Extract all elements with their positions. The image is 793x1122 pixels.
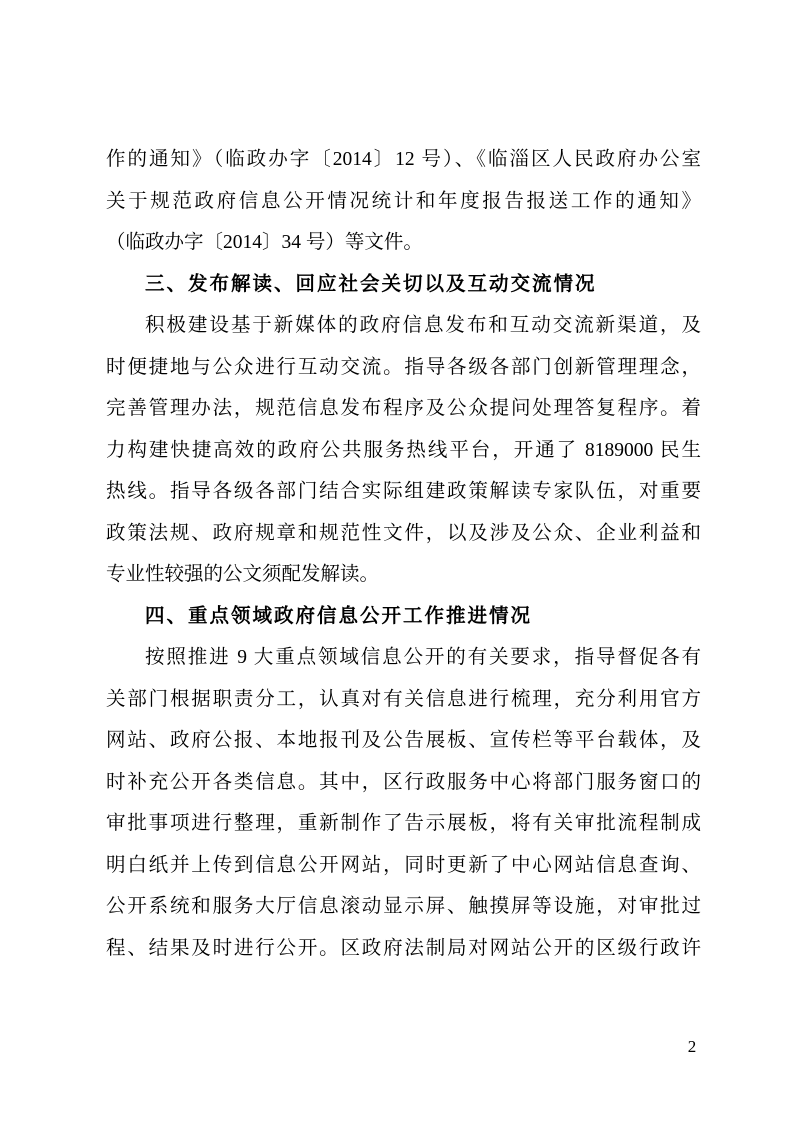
section-heading-4: 四、重点领域政府信息公开工作推进情况 [145, 604, 533, 627]
text-line: 热线。指导各级各部门结合实际组建政策解读专家队伍，对重要 [106, 481, 701, 502]
text-line: 政策法规、政府规章和规范性文件，以及涉及公众、企业利益和 [106, 522, 701, 544]
text-line: 明白纸并上传到信息公开网站，同时更新了中心网站信息查询、 [106, 854, 701, 876]
text-line: 关于规范政府信息公开情况统计和年度报告报送工作的通知》 [106, 190, 701, 212]
paragraph-section-4 [106, 637, 701, 969]
text-line: 时便捷地与公众进行互动交流。指导各级各部门创新管理理念， [106, 356, 701, 378]
text-line: 积极建设基于新媒体的政府信息发布和互动交流新渠道，及 [145, 315, 701, 336]
text-line: 时补充公开各类信息。其中，区行政服务中心将部门服务窗口的 [106, 771, 701, 793]
text-line: 网站、政府公报、本地报刊及公告展板、宣传栏等平台载体，及 [106, 730, 701, 751]
text-line: 程、结果及时进行公开。区政府法制局对网站公开的区级行政许 [106, 937, 701, 959]
text-line: 审批事项进行整理，重新制作了告示展板，将有关审批流程制成 [106, 813, 701, 834]
text-line: 力构建快捷高效的政府公共服务热线平台，开通了 8189000 民生 [106, 439, 701, 461]
text-line: 按照推进 9 大重点领域信息公开的有关要求，指导督促各有 [145, 647, 701, 668]
text-line: 完善管理办法，规范信息发布程序及公众提问处理答复程序。着 [106, 398, 701, 419]
text-line: 专业性较强的公文须配发解读。 [106, 564, 380, 585]
paragraph-section-3 [106, 305, 701, 596]
page-number: 2 [687, 1037, 697, 1056]
document-body [106, 139, 701, 969]
text-line: 公开系统和服务大厅信息滚动显示屏、触摸屏等设施，对审批过 [106, 896, 701, 917]
paragraph-continuation [106, 139, 701, 264]
text-line: 关部门根据职责分工，认真对有关信息进行梳理，充分利用官方 [106, 688, 701, 710]
text-line: 作的通知》（临政办字〔2014〕12 号）、《临淄区人民政府办公室 [106, 149, 701, 170]
text-line: （临政办字〔2014〕34 号）等文件。 [106, 232, 423, 253]
section-heading-3: 三、发布解读、回应社会关切以及互动交流情况 [145, 272, 597, 295]
